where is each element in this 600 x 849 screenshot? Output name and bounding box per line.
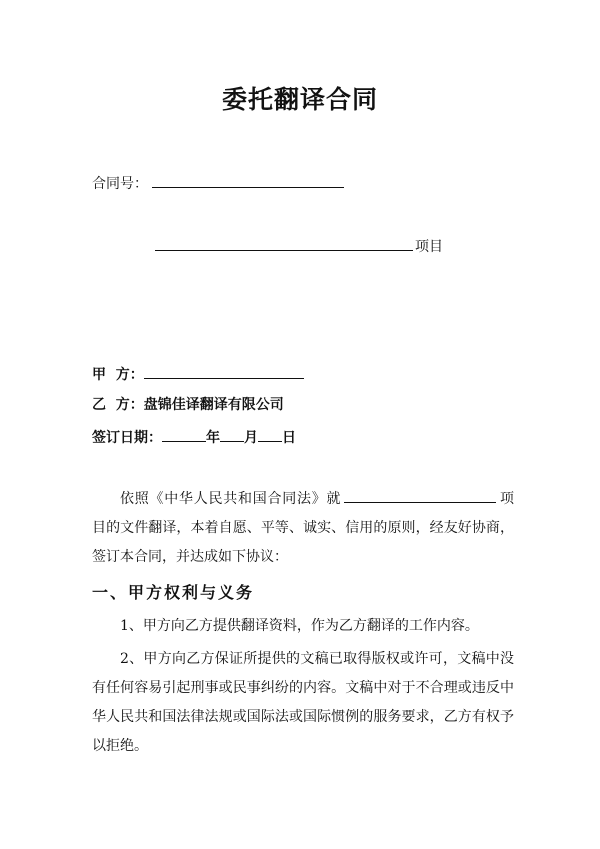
- year-blank: [162, 427, 206, 442]
- contract-number-blank: [152, 173, 344, 188]
- clause-1: 1、甲方向乙方提供翻译资料，作为乙方翻译的工作内容。: [120, 618, 479, 634]
- month-label: 月: [244, 430, 258, 446]
- section-1-heading: 一、甲方权利与义务: [92, 583, 255, 602]
- intro-text-pre: 依照《中华人民共和国合同法》就: [120, 491, 342, 507]
- intro-text-post: 项目的文件翻译，本着自愿、平等、诚实、信用的原则，经友好协商，签订本合同，并达成如下协议：: [92, 491, 514, 565]
- party-b-label: 乙 方：: [92, 397, 144, 413]
- sign-date-row: [92, 427, 296, 448]
- intro-project-blank: [344, 488, 496, 503]
- party-b-name: 盘锦佳译翻译有限公司: [143, 397, 284, 413]
- day-label: 日: [282, 430, 296, 446]
- project-name-blank: [155, 236, 413, 251]
- contract-number-label: 合同号：: [92, 176, 148, 192]
- project-suffix: 项目: [415, 239, 443, 255]
- party-a-label: 甲 方：: [92, 367, 144, 383]
- project-row: [155, 236, 443, 257]
- party-a-blank: [144, 364, 304, 379]
- month-blank: [220, 427, 244, 442]
- clause-2: 2、甲方向乙方保证所提供的文稿已取得版权或许可，文稿中没有任何容易引起刑事或民事纠纷的内容。文稿中对于不合理或违反中华人民共和国法律法规或国际法或国际惯例的服务要求，乙方有权予以拒绝。: [92, 651, 514, 754]
- party-b-row: [92, 395, 284, 415]
- sign-date-label: 签订日期：: [92, 430, 162, 446]
- party-a-row: [92, 364, 304, 385]
- contract-number-row: [92, 173, 344, 194]
- intro-paragraph: [92, 485, 514, 572]
- day-blank: [258, 427, 282, 442]
- document-title: 委托翻译合同: [221, 85, 378, 114]
- year-label: 年: [206, 430, 220, 446]
